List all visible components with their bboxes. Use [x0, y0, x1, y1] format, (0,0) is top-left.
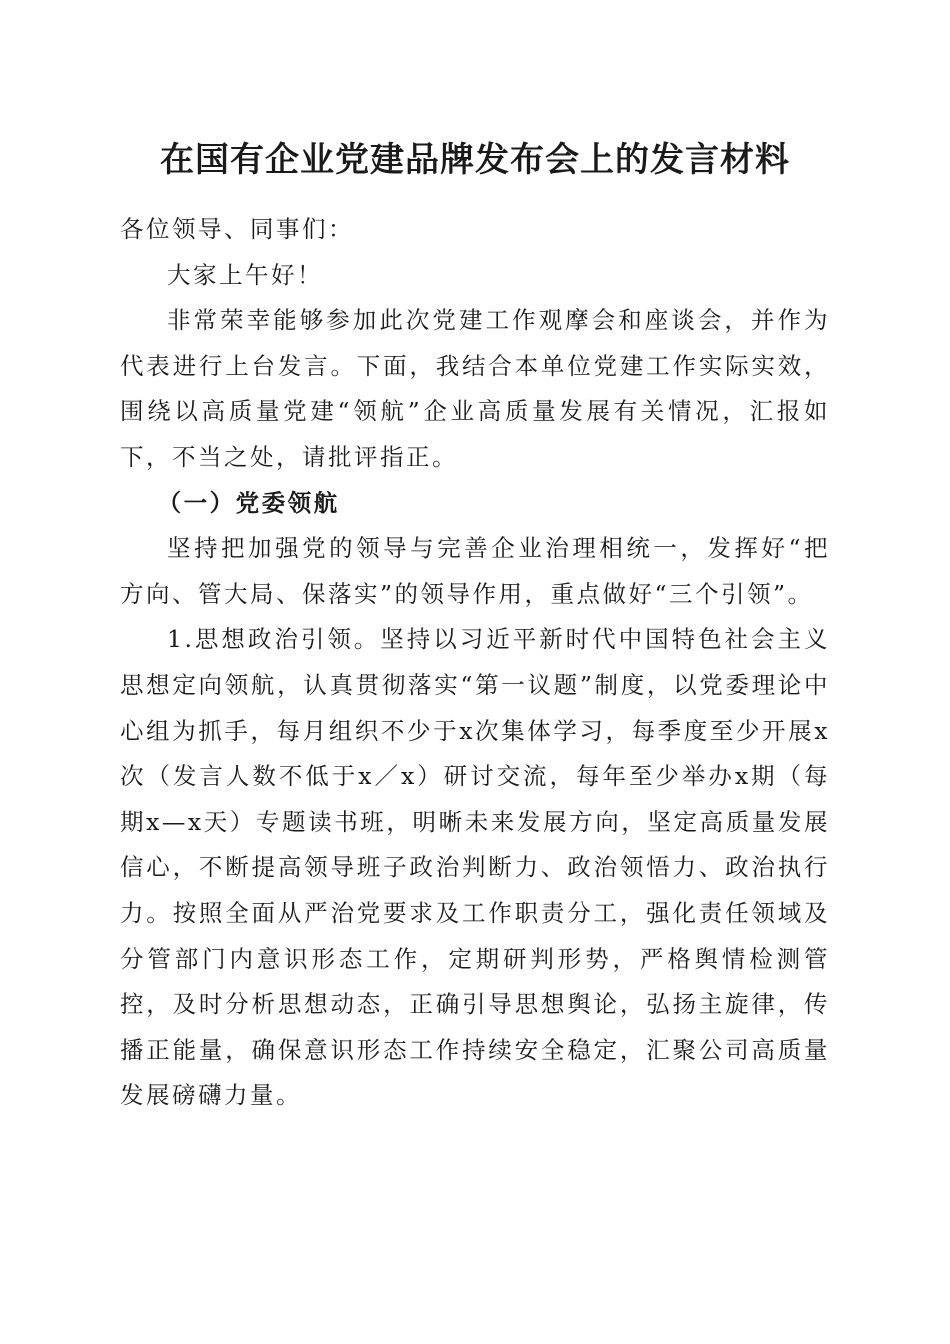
- section-heading: （一）党委领航: [157, 488, 340, 517]
- section-paragraph: 坚持把加强党的领导与完善企业治理相统一，发挥好“把方向、管大局、保落实”的领导作用，重点做好“三个引领”。: [120, 534, 830, 608]
- greeting-line: 大家上午好！: [167, 260, 323, 289]
- item-paragraph: 1.思想政治引领。坚持以习近平新时代中国特色社会主义思想定向领航，认真贯彻落实“第一议题”制度，以党委理论中心组为抓手，每月组织不少于x次集体学习，每季度至少开展x次（发言人数不低于x／x）研讨交流，每年至少举办x期（每期x—x天）专题读书班，明晰未来发展方向，坚定高质量发展信心，不断提高领导班子政治判断力、政治领悟力、政治执行力。按照全面从严治党要求及工作职责分工，强化责任领域及分管部门内意识形态工作，定期研判形势，严格舆情检测管控，及时分析思想动态，正确引导思想舆论，弘扬主旋律，传播正能量，确保意识形态工作持续安全稳定，汇聚公司高质量发展磅礴力量。: [120, 625, 830, 1110]
- intro-paragraph: 非常荣幸能够参加此次党建工作观摩会和座谈会，并作为代表进行上台发言。下面，我结合本单位党建工作实际实效，围绕以高质量党建“领航”企业高质量发展有关情况，汇报如下，不当之处，请批评指正。: [120, 306, 830, 471]
- document-title: 在国有企业党建品牌发布会上的发言材料: [160, 140, 790, 180]
- salutation: 各位领导、同事们：: [120, 215, 354, 243]
- document-body: [120, 207, 830, 1119]
